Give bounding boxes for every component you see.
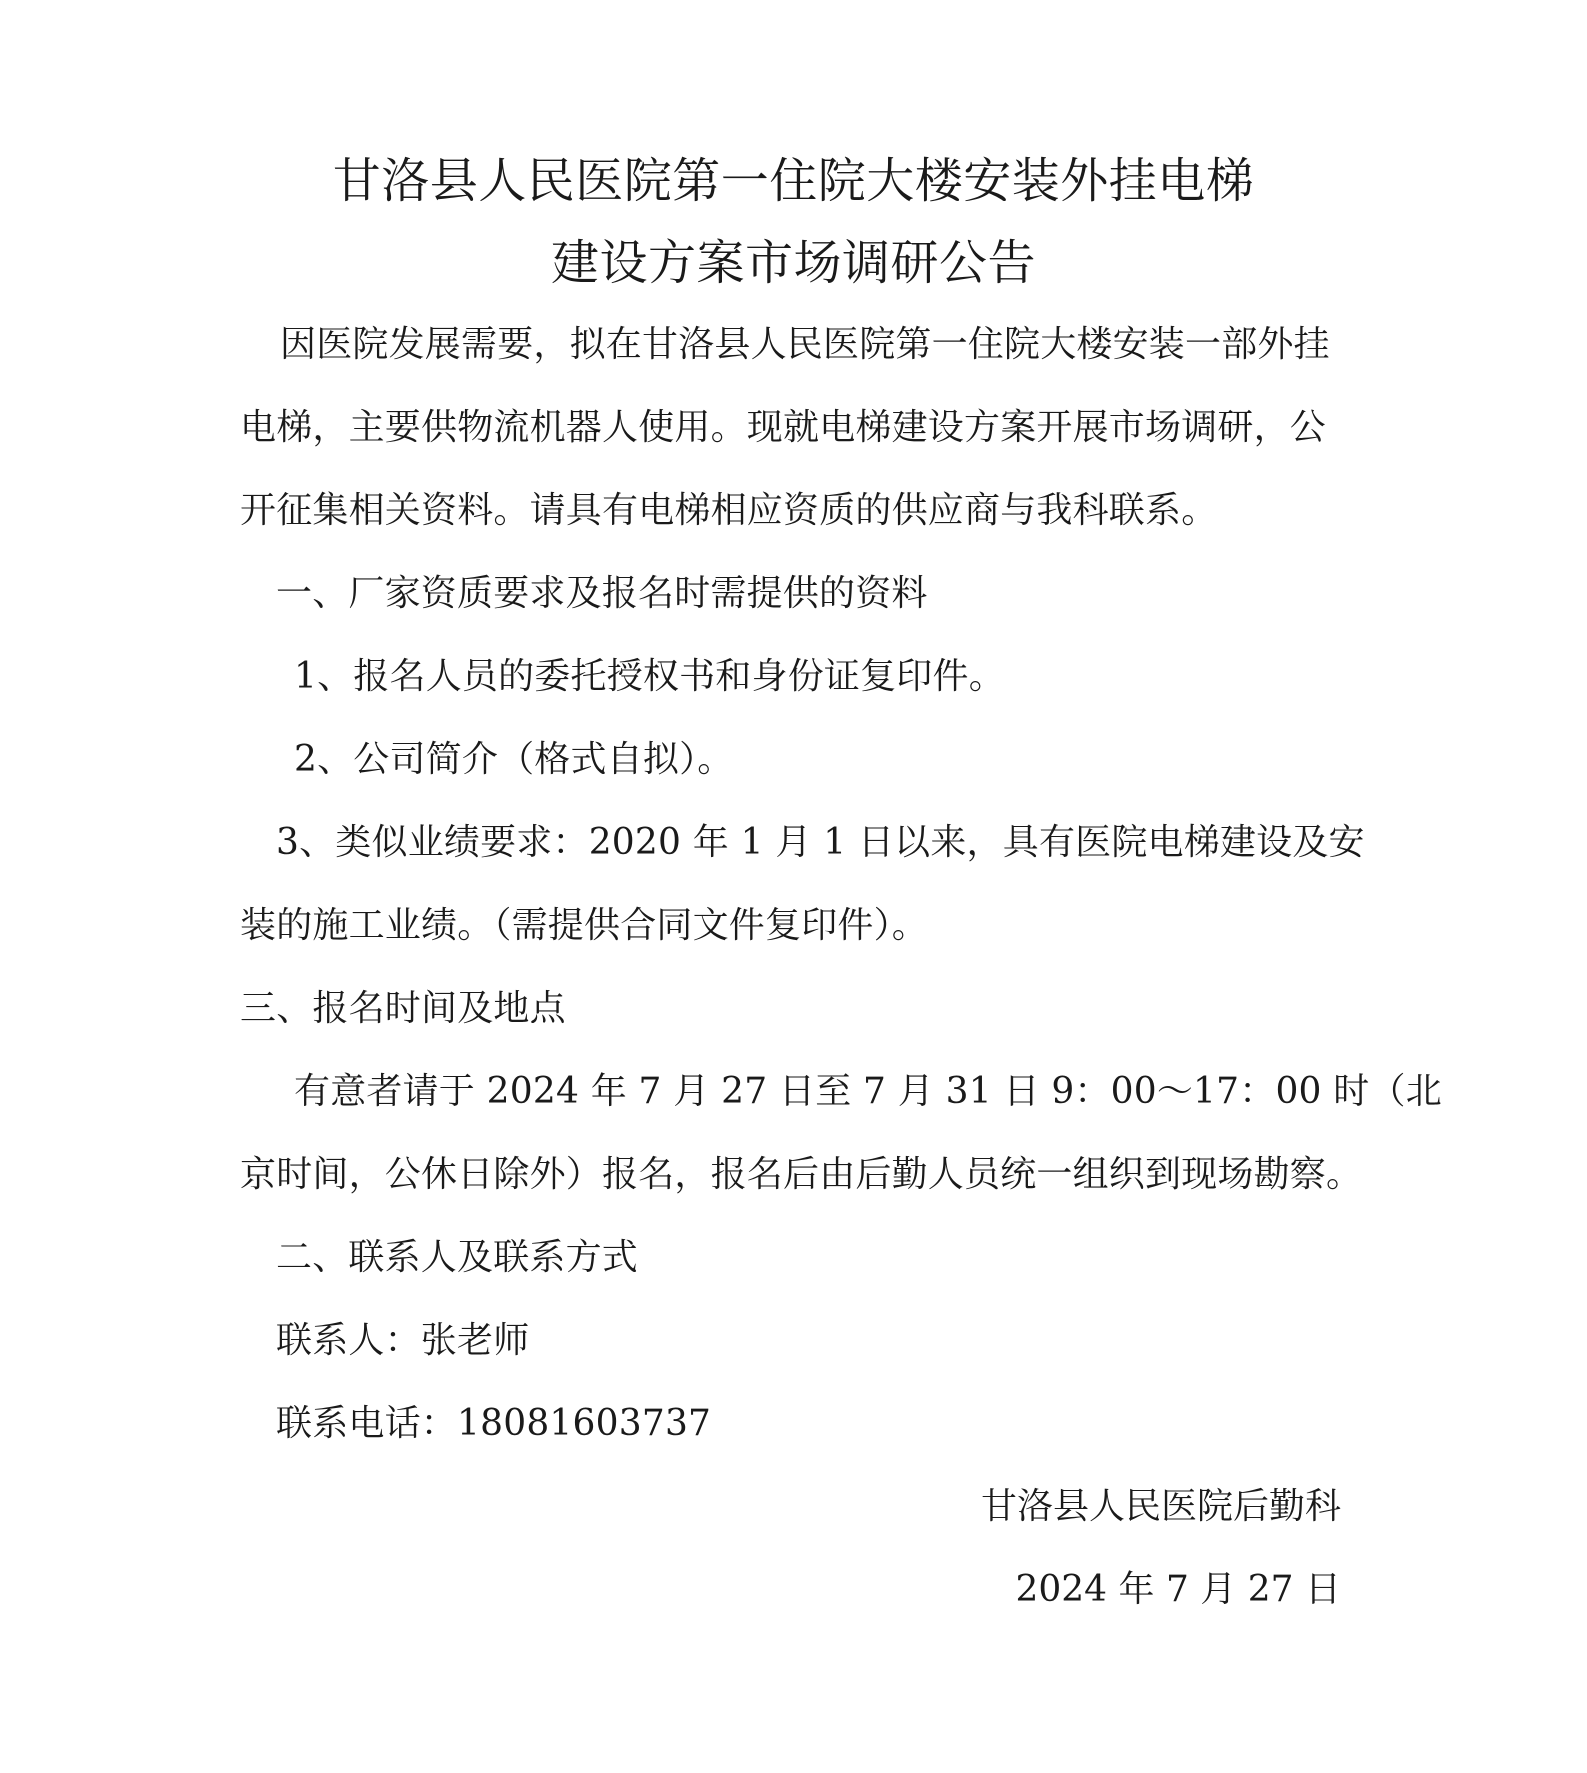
contact-person: 联系人：张老师 <box>276 1320 530 1361</box>
section-1-item-3-line-2: 装的施工业绩。（需提供合同文件复印件）。 <box>240 905 929 946</box>
intro-line-3: 开征集相关资料。请具有电梯相应资质的供应商与我科联系。 <box>240 490 1218 531</box>
section-3-heading: 三、报名时间及地点 <box>240 988 566 1029</box>
intro-line-2: 电梯，主要供物流机器人使用。现就电梯建设方案开展市场调研，公 <box>240 407 1327 448</box>
section-3-body-line-2: 京时间，公休日除外）报名，报名后由后勤人员统一组织到现场勘察。 <box>240 1154 1363 1195</box>
intro-line-1: 因医院发展需要，拟在甘洛县人民医院第一住院大楼安装一部外挂 <box>280 324 1330 365</box>
section-1-item-1: 1、报名人员的委托授权书和身份证复印件。 <box>294 656 1005 697</box>
section-3-body-line-1: 有意者请于 2024 年 7 月 27 日至 7 月 31 日 9：00～17：00 时（北 <box>294 1071 1442 1112</box>
section-1-item-3-line-1: 3、类似业绩要求：2020 年 1 月 1 日以来，具有医院电梯建设及安 <box>276 822 1365 863</box>
section-1-item-2: 2、公司简介（格式自拟）。 <box>294 739 734 780</box>
signature-date: 2024 年 7 月 27 日 <box>1015 1569 1341 1610</box>
signature-department: 甘洛县人民医院后勤科 <box>980 1486 1341 1527</box>
section-2-heading: 二、联系人及联系方式 <box>276 1237 639 1278</box>
contact-phone: 联系电话：18081603737 <box>276 1403 712 1444</box>
document-title-line-1: 甘洛县人民医院第一住院大楼安装外挂电梯 <box>332 153 1255 209</box>
document-title-line-2: 建设方案市场调研公告 <box>550 235 1036 291</box>
section-1-heading: 一、厂家资质要求及报名时需提供的资料 <box>276 573 928 614</box>
